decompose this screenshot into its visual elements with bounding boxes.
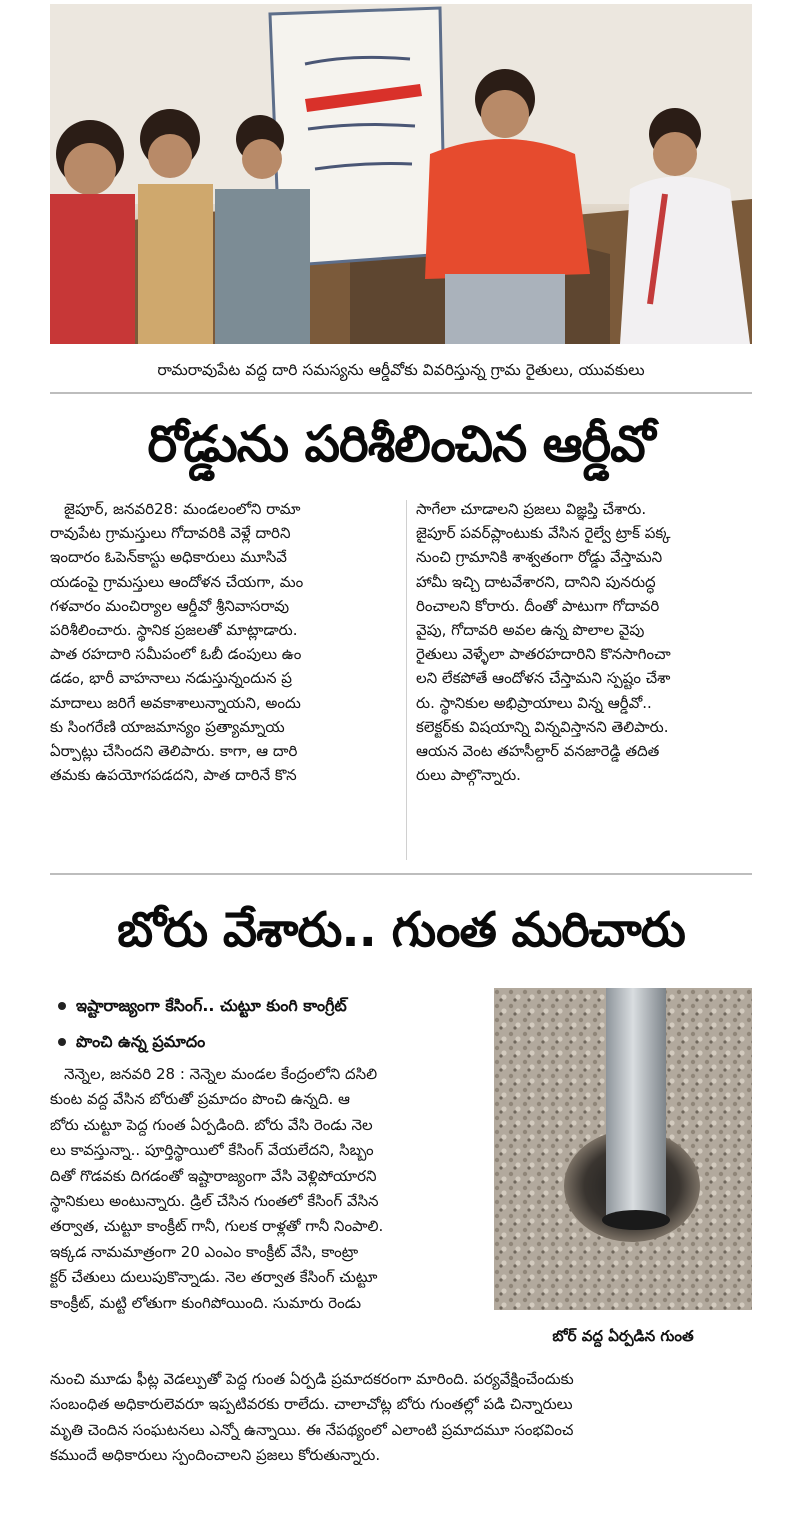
story2-line: మృతి చెందిన సంఘటనలు ఎన్నో ఉన్నాయి. ఈ నేపథ్యంలో ఎలాంటి ప్రమాదమూ సంభవించ xyxy=(50,1420,574,1439)
bore-pit-photo xyxy=(494,988,752,1310)
story2-line: సంబంధిత అధికారులెవరూ ఇప్పటివరకు రాలేదు. చాలాచోట్ల బోరు గుంతల్లో పడి చిన్నారులు xyxy=(50,1395,573,1414)
bullet-icon xyxy=(58,1038,66,1046)
story1-col2-line: వైపు, గోదావరి అవల ఉన్న పొలాల వైపు xyxy=(416,621,645,640)
story1-col1-line: మాదాలు జరిగే అవకాశాలున్నాయని, అందు xyxy=(50,693,301,712)
story1-col2-line: రించాలని కోరారు. దీంతో పాటుగా గోదావరి xyxy=(416,596,660,615)
story1-column-2 xyxy=(416,497,752,787)
bore-pit-photo-drawing xyxy=(494,988,752,1310)
story1-col2-line: రు. స్థానికుల అభిప్రాయాలు విన్న ఆర్డీవో.. xyxy=(416,693,652,712)
story2-line: కుంట వద్ద వేసిన బోరుతో ప్రమాదం పొంచి ఉన్నది. ఆ xyxy=(50,1090,350,1109)
story1-col2-line: రైతులు వెళ్ళేలా పాతరహదారిని కొనసాగించా xyxy=(416,645,671,664)
column-divider xyxy=(406,500,407,860)
section-divider-1 xyxy=(50,392,752,394)
highlight-item xyxy=(58,988,488,1024)
headline-bore-pit: బోరు వేశారు.. గుంత మరిచారు xyxy=(117,902,685,958)
photo-caption-1: రామరావుపేట వద్ద దారి సమస్యను ఆర్డీవోకు వివరిస్తున్న గ్రామ రైతులు, యువకులు xyxy=(157,361,645,379)
bullet-icon xyxy=(58,1002,66,1010)
story2-line: లు కావస్తున్నా.. పూర్తిస్థాయిలో కేసింగ్ వేయలేదని, సిబ్బం xyxy=(50,1141,374,1160)
story2-line: ఇక్కడ నామమాత్రంగా 20 ఎంఎం కాంక్రీట్ వేసి, కాంట్రా xyxy=(50,1242,359,1261)
highlight-text: పొంచి ఉన్న ప్రమాదం xyxy=(76,1032,206,1051)
story1-col1-line: రావుపేట గ్రామస్తులు గోదావరికి వెళ్లే దారిని xyxy=(50,524,291,543)
story1-col1-line: పాత రహదారి సమీపంలో ఓబీ డంపులు ఉం xyxy=(50,645,302,664)
story2-line: కముందే అధికారులు స్పందించాలని ప్రజలు కోరుతున్నారు. xyxy=(50,1446,381,1465)
headline-rdo-inspects-road: రోడ్డును పరిశీలించిన ఆర్డీవో xyxy=(147,415,655,473)
story1-col2-line: రులు పాల్గొన్నారు. xyxy=(416,766,521,785)
story1-col2-line: హామీ ఇచ్చి దాటవేశారని, దానిని పునరుద్ధ xyxy=(416,572,656,591)
story1-col1-line: యడంపై గ్రామస్తులు ఆందోళన చేయగా, మం xyxy=(50,572,304,591)
story1-col1-line: తమకు ఉపయోగపడదని, పాత దారినే కొన xyxy=(50,766,297,785)
story2-highlights xyxy=(58,988,488,1060)
rdo-inspection-photo-drawing xyxy=(50,4,752,344)
section-divider-2 xyxy=(50,873,752,875)
rdo-inspection-photo xyxy=(50,4,752,344)
story1-col1-line: ఇందారం ఓపెన్‌కాస్టు అధికారులు మూసివే xyxy=(50,548,287,567)
story2-line: తర్వాత, చుట్టూ కాంక్రీట్ గానీ, గులక రాళ్లతో గానీ నింపాలి. xyxy=(50,1217,384,1236)
story1-col2-line: నుంచి గ్రామానికి శాశ్వతంగా రోడ్డు వేస్తామని xyxy=(416,548,663,567)
story2-line: నెన్నెల, జనవరి 28 : నెన్నెల మండల కేంద్రంలోని దసిలి xyxy=(64,1065,378,1083)
story2-line: నుంచి మూడు ఫీట్ల వెడల్పుతో పెద్ద గుంత ఏర్పడి ప్రమాదకరంగా మారింది. పర్యవేక్షించేందుకు xyxy=(50,1370,574,1388)
story2-line: బోరు చుట్టూ పెద్ద గుంత ఏర్పడింది. బోరు వేసి రెండు నెల xyxy=(50,1115,373,1134)
highlight-text: ఇష్టారాజ్యంగా కేసింగ్.. చుట్టూ కుంగి కాంగ్రీట్ xyxy=(76,996,347,1015)
story1-col1-line: డడం, భారీ వాహనాలు నడుస్తున్నందున ప్ర xyxy=(50,669,292,688)
highlight-item xyxy=(58,1024,488,1060)
story2-line: కాంక్రీట్, మట్టి లోతుగా కుంగిపోయింది. సుమారు రెండు xyxy=(50,1293,362,1312)
story2-body-narrow xyxy=(50,1062,490,1316)
story1-col2-line: జైపూర్ పవర్‌ప్లాంటుకు వేసిన రైల్వే ట్రాక్ పక్క xyxy=(416,524,671,543)
story1-col1-line: జైపూర్, జనవరి28: మండలంలోని రామా xyxy=(64,500,301,518)
story1-col1-line: ఏర్పాట్లు చేసిందని తెలిపారు. కాగా, ఆ దారి xyxy=(50,742,298,761)
story1-col2-line: ఆయన వెంట తహసీల్దార్ వనజారెడ్డి తదిత xyxy=(416,742,660,761)
story2-line: క్టర్ చేతులు దులుపుకొన్నాడు. నెల తర్వాత కేసింగ్ చుట్టూ xyxy=(50,1268,378,1287)
story2-line: దితో గొడవకు దిగడంతో ఇష్టారాజ్యంగా వేసి వెళ్లిపోయారని xyxy=(50,1166,377,1185)
story1-column-1 xyxy=(50,497,398,787)
story1-col1-line: కు సింగరేణి యాజమాన్యం ప్రత్యామ్నాయ xyxy=(50,717,285,736)
story1-col2-line: సాగేలా చూడాలని ప్రజలు విజ్ఞప్తి చేశారు. xyxy=(416,500,647,518)
story2-line: స్థానికులు అంటున్నారు. డ్రిల్ చేసిన గుంతలో కేసింగ్ వేసిన xyxy=(50,1192,379,1211)
story1-col2-line: లని లేకపోతే ఆందోళన చేస్తామని స్పష్టం చేశా xyxy=(416,669,671,688)
story1-col1-line: గళవారం మంచిర్యాల ఆర్డీవో శ్రీనివాసరావు xyxy=(50,596,290,615)
story1-col2-line: కలెక్టర్‌కు విషయాన్ని విన్నవిస్తానని తెలిపారు. xyxy=(416,717,669,736)
story2-body-wide xyxy=(50,1367,752,1469)
photo-caption-2: బోర్ వద్ద ఏర్పడిన గుంత xyxy=(552,1327,694,1345)
story1-col1-line: పరిశీలించారు. స్థానిక ప్రజలతో మాట్లాడారు. xyxy=(50,621,298,640)
